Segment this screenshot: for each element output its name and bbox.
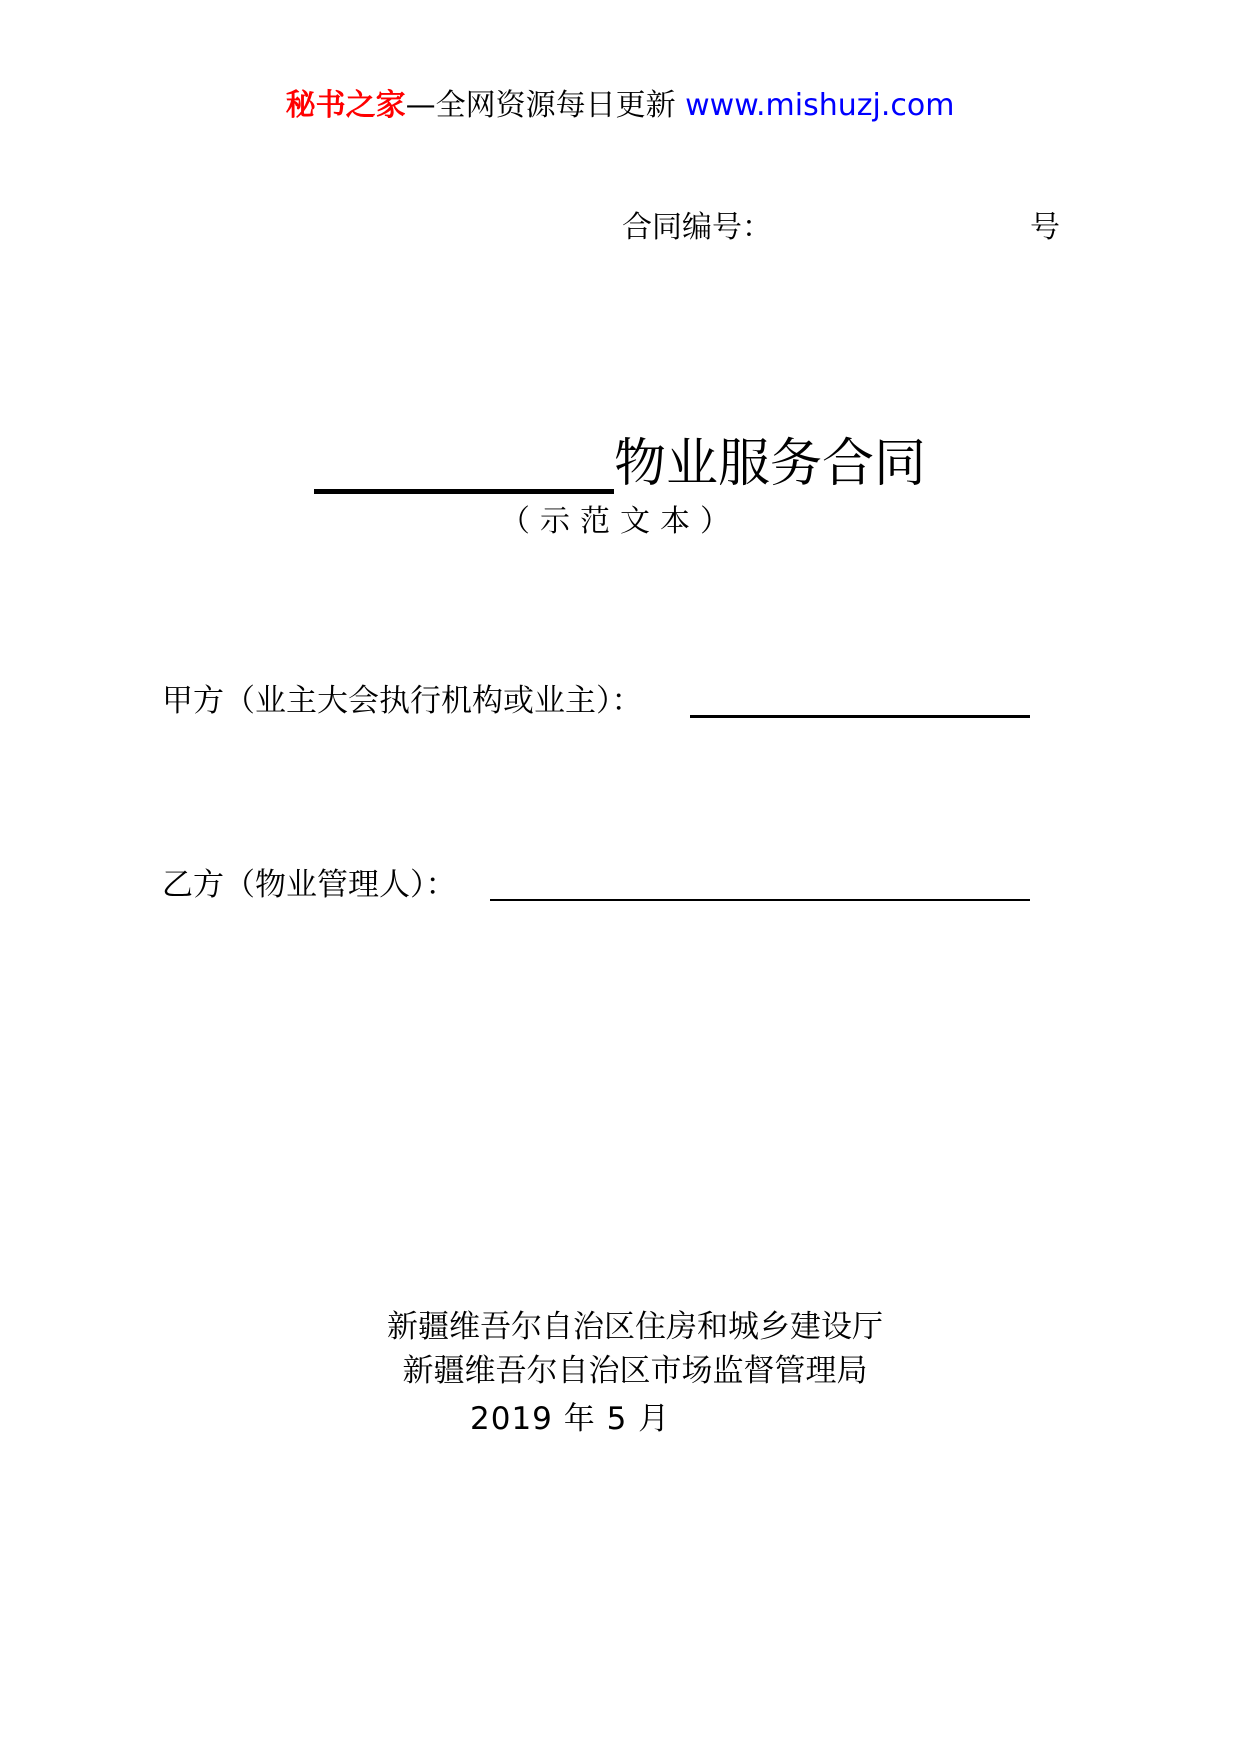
issuer-line-2: 新疆维吾尔自治区市场监督管理局: [402, 1353, 868, 1389]
issuer-line-1: 新疆维吾尔自治区住房和城乡建设厅: [387, 1309, 883, 1345]
party-b-label: 乙方（物业管理人）：: [162, 867, 457, 903]
site-header: [0, 86, 1240, 126]
issue-date: 2019 年 5 月: [470, 1401, 671, 1437]
site-url-link[interactable]: www.mishuzj.com: [685, 88, 955, 123]
site-slogan: —全网资源每日更新: [405, 88, 676, 123]
title-text: 物业服务合同: [613, 434, 926, 494]
title-blank-line: [314, 433, 614, 494]
party-a-label: 甲方（业主大会执行机构或业主）：: [162, 683, 643, 719]
party-b-blank-line: [490, 899, 1030, 901]
document-title: [0, 432, 1240, 496]
site-name: 秘书之家: [285, 88, 406, 123]
party-a-blank-line: [690, 715, 1030, 718]
document-subtitle: （示范文本）: [500, 504, 740, 539]
contract-number-suffix: 号: [1030, 210, 1060, 245]
contract-number-label: 合同编号：: [622, 210, 772, 245]
